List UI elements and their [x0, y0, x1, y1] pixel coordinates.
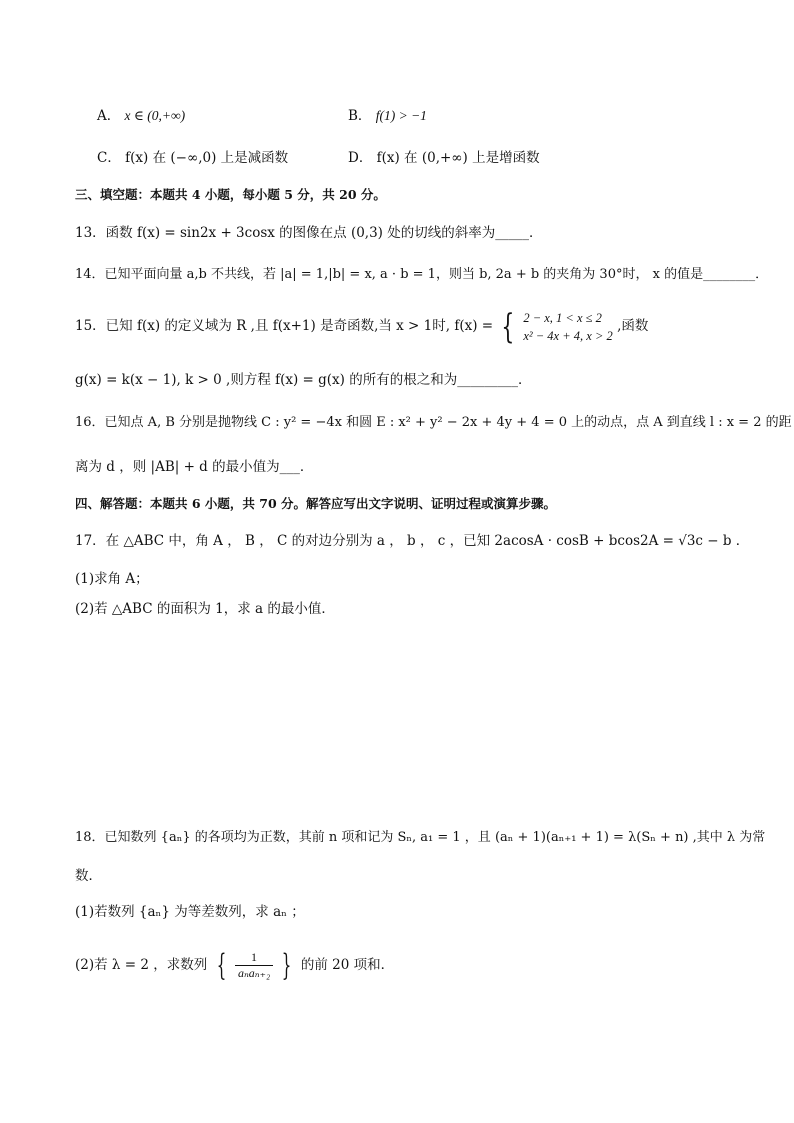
left-brace: { [216, 947, 226, 983]
question-18-part-2 [75, 945, 394, 985]
q12-option-c [97, 148, 288, 168]
question-18-part-1: (1)若数列 {aₙ} 为等差数列，求 aₙ ； [75, 904, 305, 920]
question-15-line-2: g(x) = k(x − 1), k > 0 ,则方程 f(x) = g(x) 的所有的根之和为_________． [75, 372, 532, 388]
q12-option-b [348, 106, 427, 126]
option-label: B． [348, 108, 372, 124]
part-2-suffix: 的前 20 项和． [300, 957, 395, 973]
q12-option-a [97, 106, 185, 126]
question-15-prefix: 15．已知 f(x) 的定义域为 R ,且 f(x+1) 是奇函数,当 x > 1时, f(x) = [75, 318, 494, 334]
option-expression: f(x) 在 (0,+∞) 上是增函数 [376, 150, 540, 166]
fraction-denominator: aₙaₙ₊₂ [237, 966, 271, 980]
option-label: A． [97, 108, 121, 124]
question-18-line-2: 数． [75, 868, 102, 884]
cases-brace: { [501, 306, 515, 347]
question-17-stem: 17．在 △ABC 中，角 A ， B ， C 的对边分别为 a ， b ， c ，已知 2acosA · cosB + bcos2A = √3c − b ． [75, 533, 750, 549]
case-2: x² − 4x + 4, x > 2 [523, 328, 613, 343]
question-15-line-1 [75, 307, 648, 345]
section-4-heading: 四、解答题：本题共 6 小题，共 70 分。解答应写出文字说明、证明过程或演算步骤。 [75, 496, 557, 511]
option-expression: f(1) > −1 [375, 108, 427, 123]
question-17-part-1: (1)求角 A； [75, 571, 149, 587]
question-14: 14．已知平面向量 a,b 不共线，若 |a| = 1,|b| = x, a · b = 1，则当 b, 2a + b 的夹角为 30°时， x 的值是________． [75, 267, 769, 282]
question-16-line-2: 离为 d ，则 |AB| + d 的最小值为___． [75, 459, 314, 475]
section-3-heading: 三、填空题：本题共 4 小题，每小题 5 分，共 20 分。 [75, 187, 386, 202]
option-label: D． [348, 150, 373, 166]
option-expression: f(x) 在 (−∞,0) 上是减函数 [125, 150, 289, 166]
right-brace: } [282, 947, 292, 983]
piecewise-cases [523, 309, 612, 345]
case-1: 2 − x, 1 < x ≤ 2 [523, 310, 602, 325]
question-13: 13．函数 f(x) = sin2x + 3cosx 的图像在点 (0,3) 处的切线的斜率为_____． [75, 225, 543, 241]
fraction [235, 950, 273, 981]
q12-option-d [348, 148, 540, 168]
option-label: C． [97, 150, 121, 166]
option-expression: x ∈ (0,+∞) [124, 108, 186, 123]
question-15-suffix: ,函数 [617, 318, 649, 334]
question-16-line-1: 16．已知点 A, B 分别是抛物线 C : y² = −4x 和圆 E : x² + y² − 2x + 4y + 4 = 0 上的动点，点 A 到直线 l : x = 2 的距 [75, 415, 792, 430]
question-17-part-2: (2)若 △ABC 的面积为 1，求 a 的最小值． [75, 601, 335, 617]
fraction-numerator: 1 [235, 950, 273, 966]
question-18-line-1: 18．已知数列 {aₙ} 的各项均为正数，其前 n 项和记为 Sₙ, a₁ = 1 ，且 (aₙ + 1)(aₙ₊₁ + 1) = λ(Sₙ + n) ,其中 λ 为常 [75, 830, 766, 845]
part-2-prefix: (2)若 λ = 2 ，求数列 [75, 957, 208, 973]
